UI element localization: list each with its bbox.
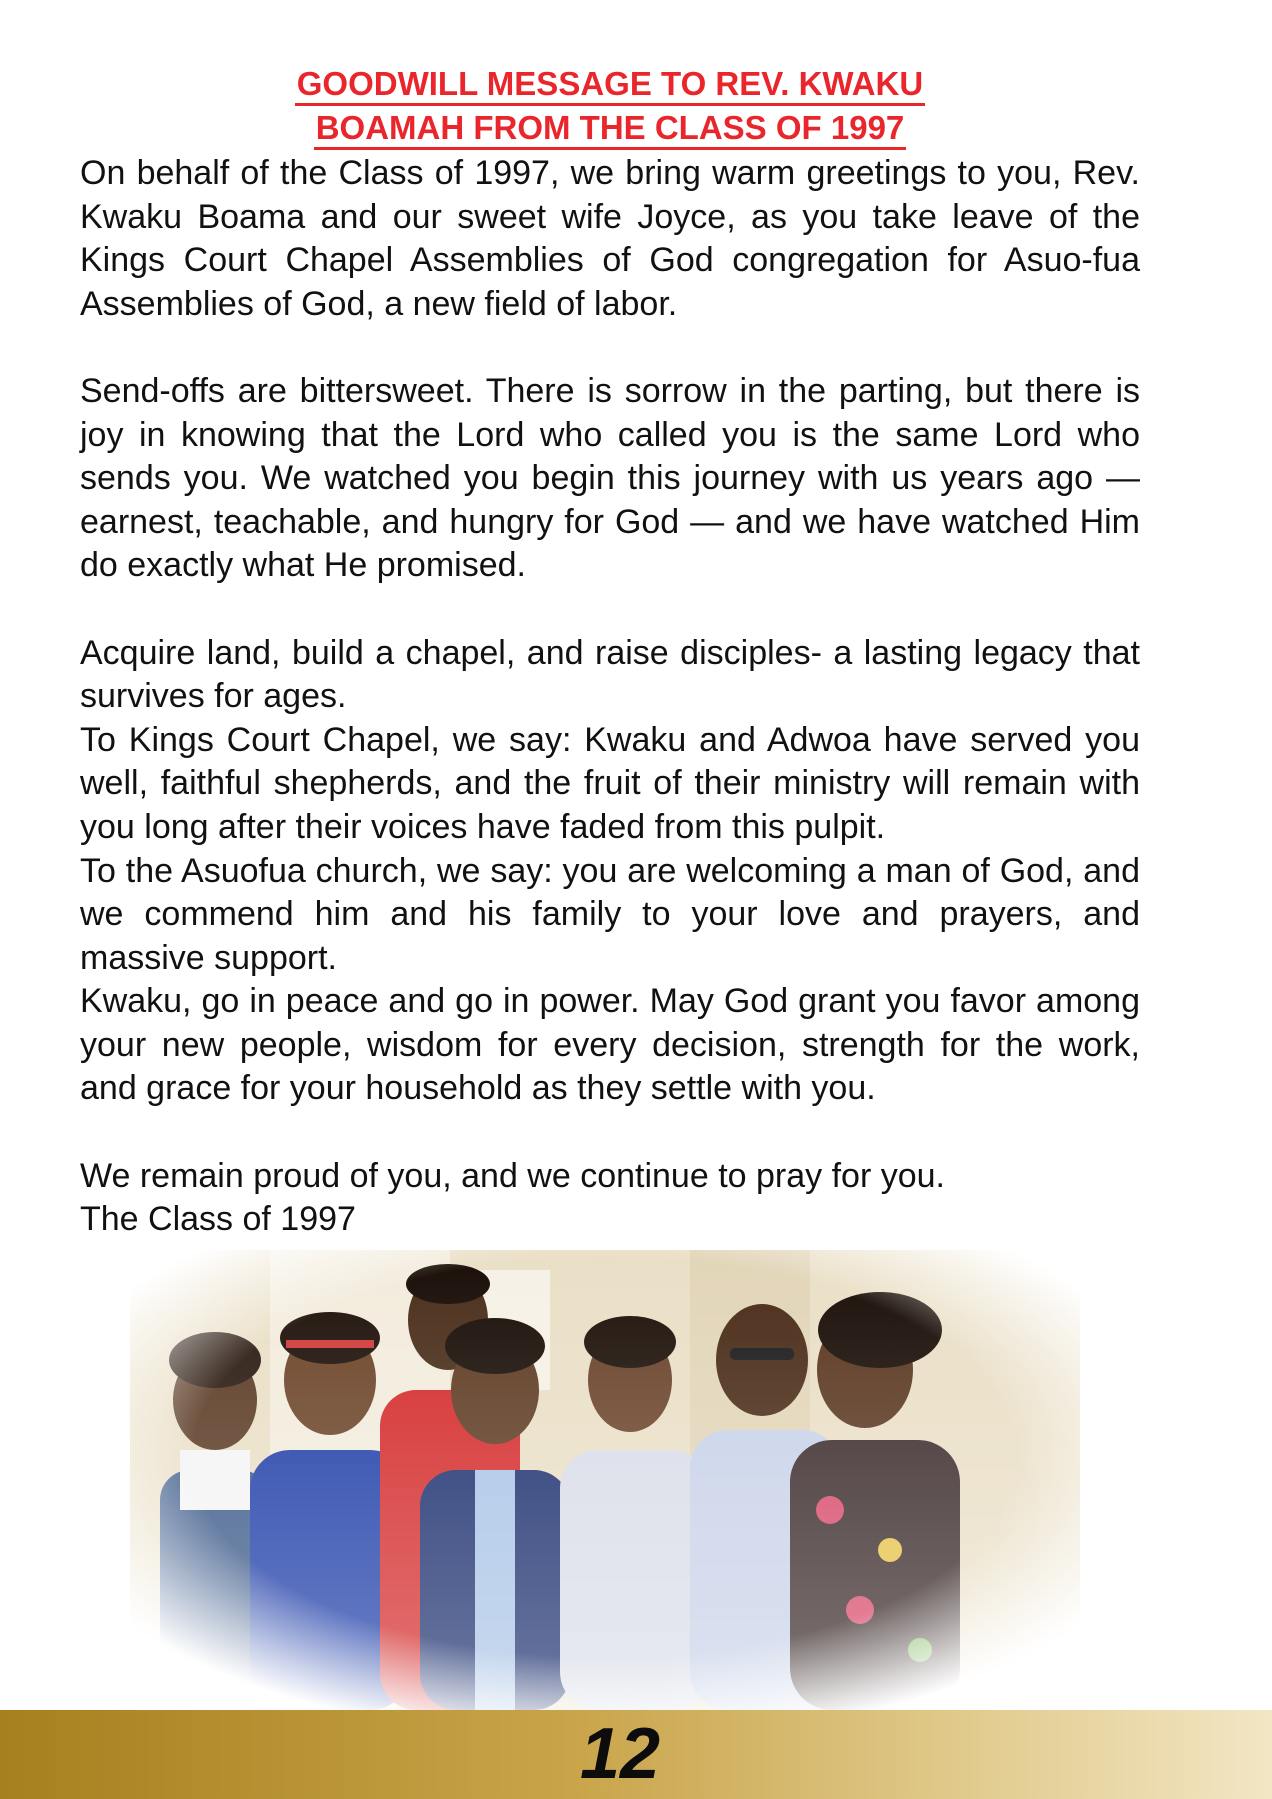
paragraph-blessing: Kwaku, go in peace and go in power. May God grant you favor among your new people, wisdom for every decision, strength for the work, and grace for your household as they settle with you. — [80, 982, 1140, 1108]
paragraph-kings-court: To Kings Court Chapel, we say: Kwaku and Adwoa have served you well, faithful shepherds, and the fruit of their ministry will remain with you long after their voices have faded from this pulpit. — [80, 720, 1140, 846]
paragraph-send-offs: Send-offs are bittersweet. There is sorrow in the parting, but there is joy in knowing that the Lord who called you is the same Lord who sends you. We watched you begin this journey with us years ago — earnest, teachable, and hungry for God — and we have watched Him do exactly what He promised. — [80, 371, 1140, 585]
family-photo — [130, 1250, 1080, 1710]
document-title — [0, 62, 1220, 150]
page-number: 12 — [579, 1714, 661, 1794]
signature: The Class of 1997 — [80, 1200, 356, 1239]
paragraph-spacer — [80, 326, 1140, 370]
title-line-2: BOAMAH FROM THE CLASS OF 1997 — [314, 109, 907, 150]
family-photo-illustration — [130, 1250, 1080, 1710]
message-body — [80, 152, 1140, 1242]
paragraph-asuofua: To the Asuofua church, we say: you are welcoming a man of God, and we commend him and his family to your love and prayers, and massive support. — [80, 851, 1140, 977]
paragraph-spacer — [80, 1111, 1140, 1155]
paragraph-greeting: On behalf of the Class of 1997, we bring warm greetings to you, Rev. Kwaku Boama and our sweet wife Joyce, as you take leave of the Kings Court Chapel Assemblies of God congregation for Asuo-fua Assemblies of God, a new field of labor. — [80, 154, 1140, 323]
paragraph-legacy: Acquire land, build a chapel, and raise disciples- a lasting legacy that survives for ages. — [80, 633, 1140, 716]
paragraph-closing: We remain proud of you, and we continue to pray for you. — [80, 1156, 945, 1195]
paragraph-spacer — [80, 588, 1140, 632]
page-footer-band — [0, 1710, 1272, 1799]
title-line-1: GOODWILL MESSAGE TO REV. KWAKU — [295, 65, 925, 106]
